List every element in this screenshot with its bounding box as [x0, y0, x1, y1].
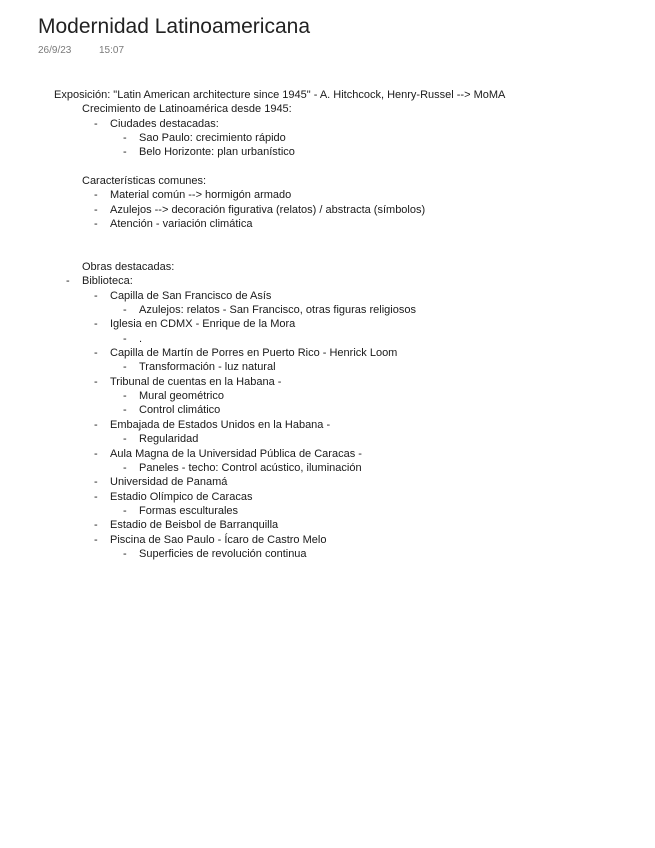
note-obras: Obras destacadas: [82, 261, 175, 273]
note-material: Material común --> hormigón armado [110, 189, 292, 201]
bullet-marker: - [123, 390, 127, 402]
note-biblioteca: Biblioteca: [82, 275, 133, 287]
bullet-marker: - [123, 404, 127, 416]
note-tribunal: Tribunal de cuentas en la Habana - [110, 376, 282, 388]
note-azulejos: Azulejos --> decoración figurativa (relatos) / abstracta (símbolos) [110, 204, 426, 216]
note-iglesia-cdmx: Iglesia en CDMX - Enrique de la Mora [110, 318, 296, 330]
note-date: 26/9/23 [38, 45, 72, 56]
bullet-marker: - [94, 519, 98, 531]
note-formas: Formas esculturales [139, 505, 239, 517]
bullet-marker: - [94, 491, 98, 503]
note-capilla-martin: Capilla de Martín de Porres en Puerto Rico - Henrick Loom [110, 347, 398, 359]
note-piscina: Piscina de Sao Paulo - Ícaro de Castro Melo [110, 534, 327, 546]
note-time: 15:07 [99, 45, 125, 56]
bullet-marker: - [94, 347, 98, 359]
bullet-marker: - [94, 376, 98, 388]
bullet-marker: - [123, 333, 127, 345]
bullet-marker: - [66, 275, 70, 287]
bullet-marker: - [94, 448, 98, 460]
bullet-marker: - [123, 462, 127, 474]
note-empty-item: . [139, 333, 143, 345]
bullet-marker: - [123, 433, 127, 445]
bullet-marker: - [123, 548, 127, 560]
bullet-marker: - [123, 361, 127, 373]
bullet-marker: - [123, 505, 127, 517]
bullet-marker: - [94, 290, 98, 302]
note-belo-horizonte: Belo Horizonte: plan urbanístico [139, 146, 295, 158]
bullet-marker: - [123, 304, 127, 316]
bullet-marker: - [94, 218, 98, 230]
bullet-marker: - [94, 318, 98, 330]
bullet-marker: - [94, 189, 98, 201]
note-estadio-olimpico: Estadio Olímpico de Caracas [110, 491, 253, 503]
note-regularidad: Regularidad [139, 433, 199, 445]
note-ciudades: Ciudades destacadas: [110, 118, 219, 130]
note-sao-paulo: Sao Paulo: crecimiento rápido [139, 132, 286, 144]
note-caracteristicas: Características comunes: [82, 175, 207, 187]
bullet-marker: - [94, 118, 98, 130]
note-superficies: Superficies de revolución continua [139, 548, 307, 560]
bullet-marker: - [94, 534, 98, 546]
note-universidad-panama: Universidad de Panamá [110, 476, 228, 488]
note-estadio-beisbol: Estadio de Beisbol de Barranquilla [110, 519, 279, 531]
note-embajada: Embajada de Estados Unidos en la Habana - [110, 419, 331, 431]
note-azulejos-relatos: Azulejos: relatos - San Francisco, otras figuras religiosos [139, 304, 416, 316]
note-aula-magna: Aula Magna de la Universidad Pública de Caracas - [110, 448, 362, 460]
bullet-marker: - [123, 146, 127, 158]
bullet-marker: - [94, 204, 98, 216]
bullet-marker: - [123, 132, 127, 144]
note-mural: Mural geométrico [139, 390, 224, 402]
note-paneles: Paneles - techo: Control acústico, iluminación [139, 462, 362, 474]
note-transformacion: Transformación - luz natural [139, 361, 276, 373]
note-capilla-asis: Capilla de San Francisco de Asís [110, 290, 272, 302]
page-title: Modernidad Latinoamericana [38, 15, 311, 38]
bullet-marker: - [94, 419, 98, 431]
bullet-marker: - [94, 476, 98, 488]
note-crecimiento: Crecimiento de Latinoamérica desde 1945: [82, 103, 292, 115]
note-atencion: Atención - variación climática [110, 218, 253, 230]
note-exposicion: Exposición: "Latin American architecture since 1945" - A. Hitchcock, Henry-Russel --> MoMA [54, 89, 506, 101]
note-control-climatico: Control climático [139, 404, 221, 416]
